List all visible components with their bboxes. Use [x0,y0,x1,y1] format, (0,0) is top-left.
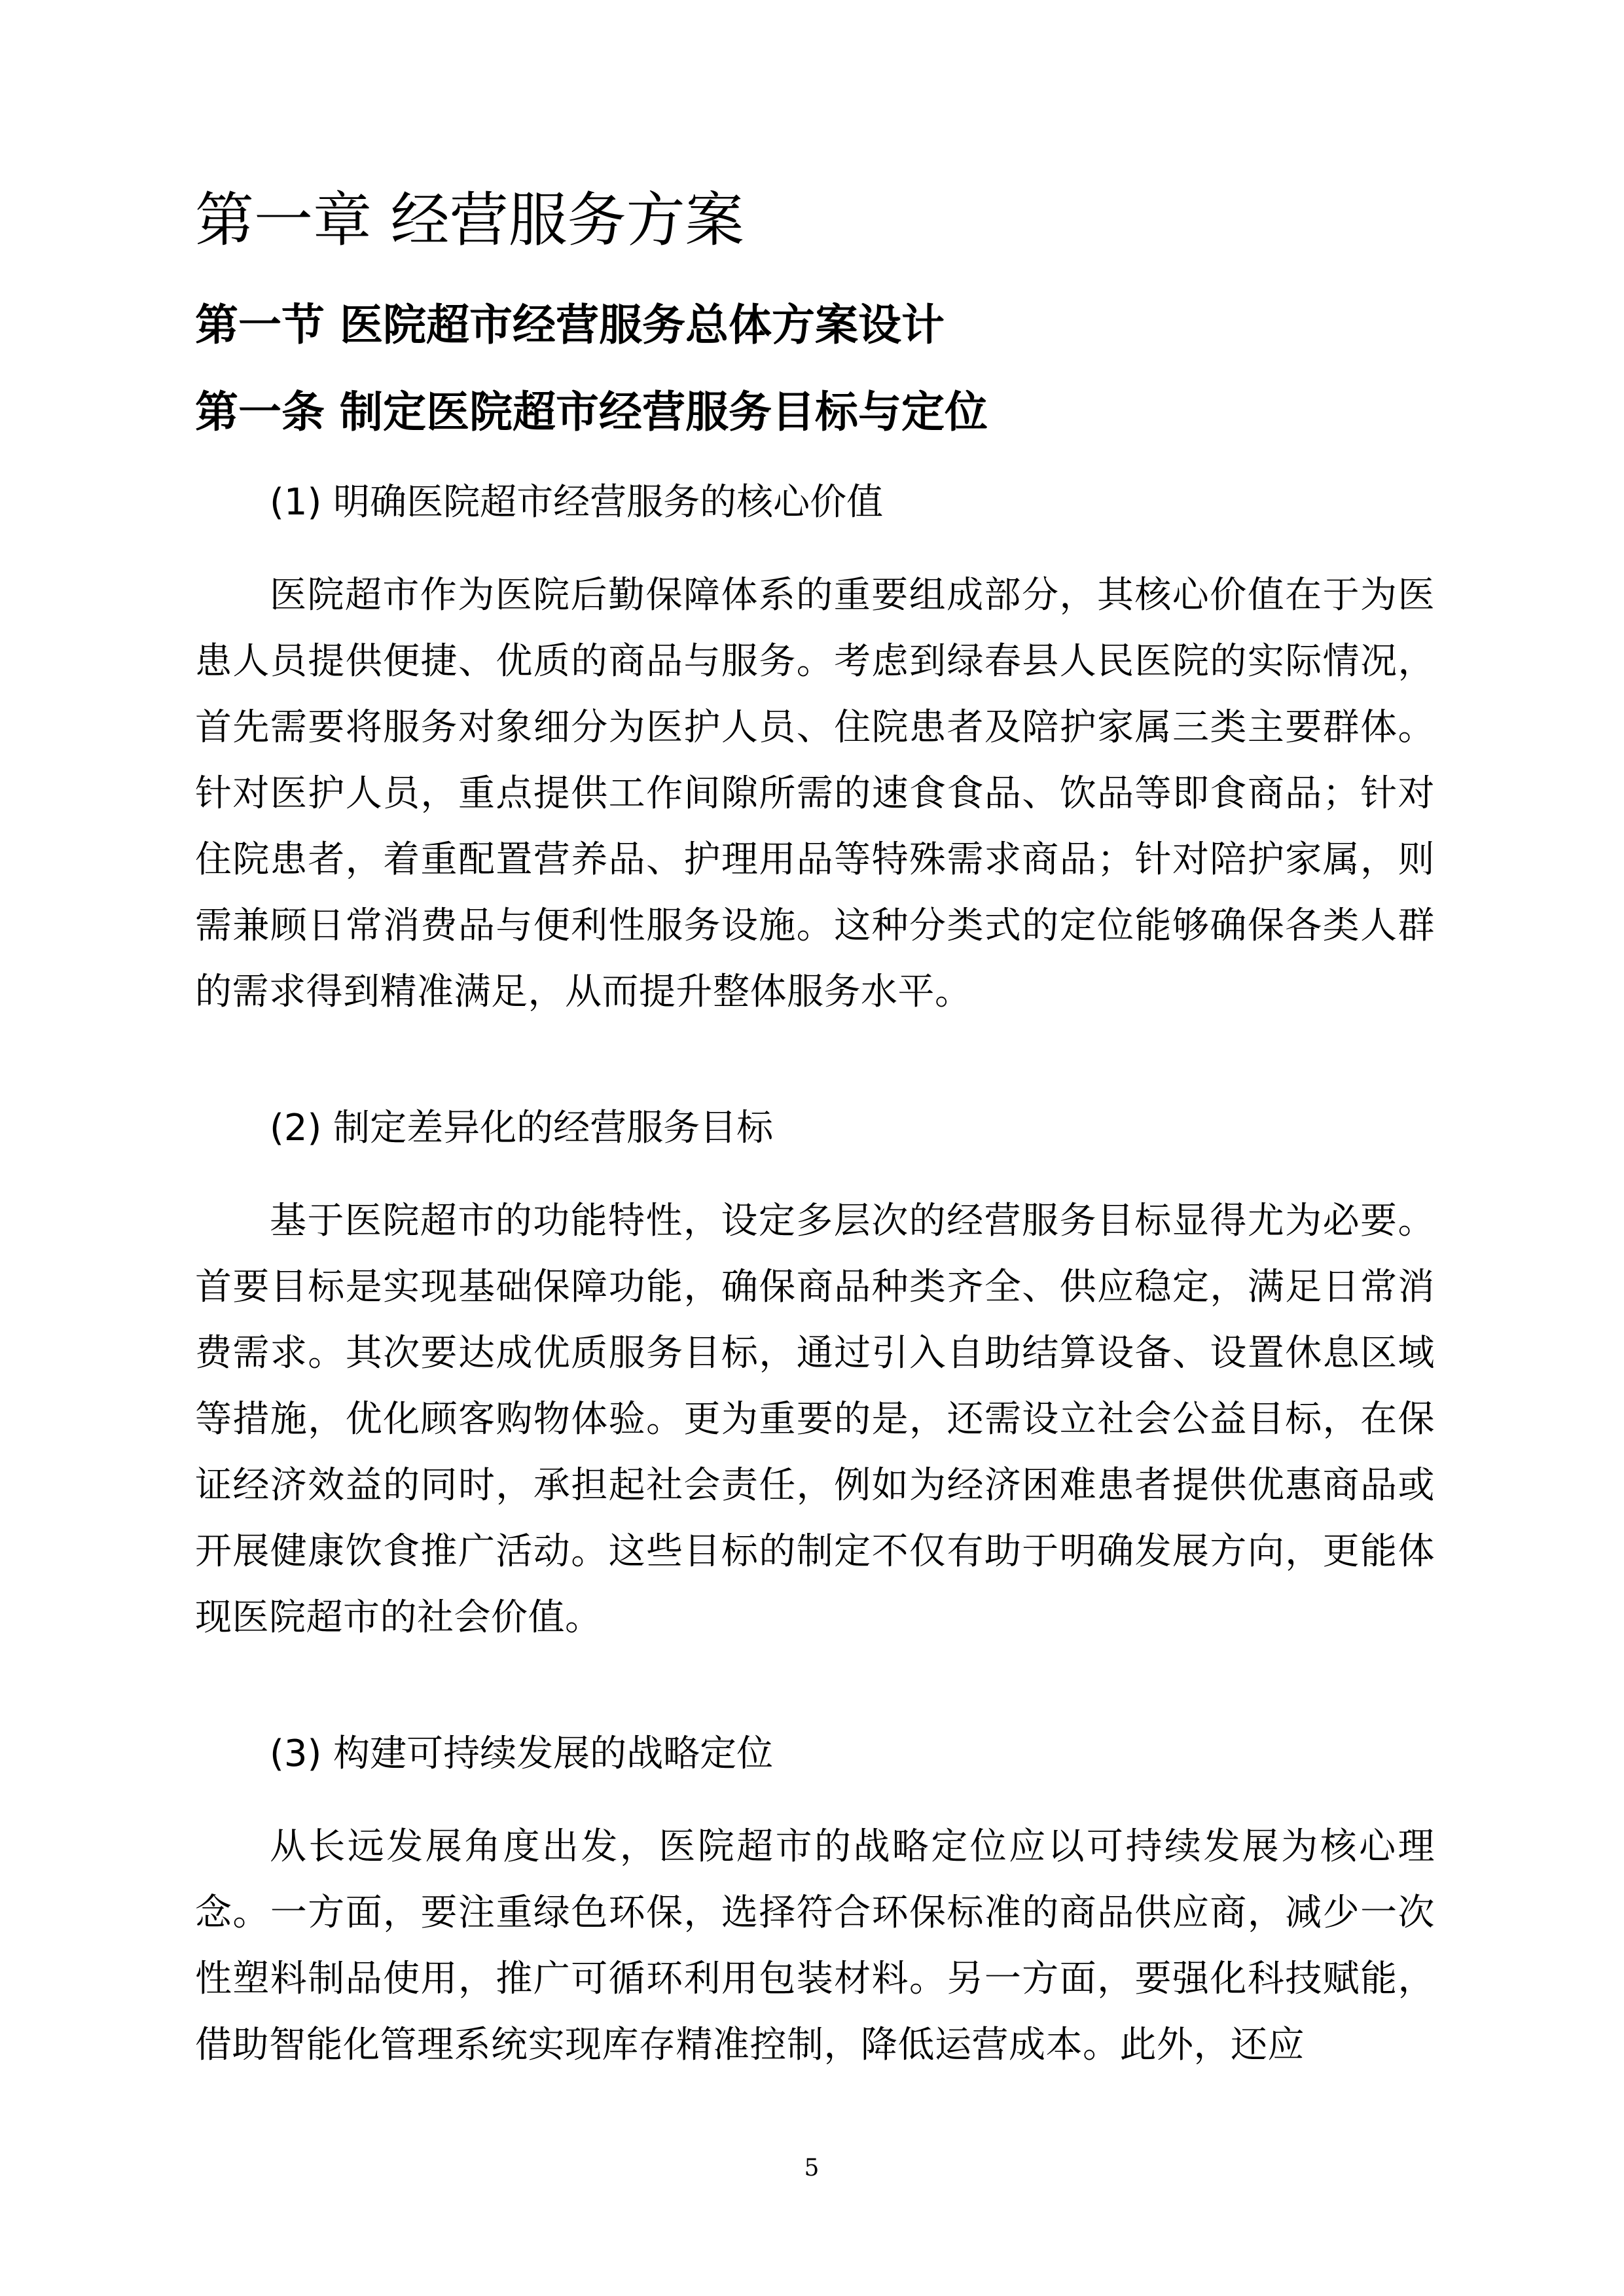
subsection-heading: (3) 构建可持续发展的战略定位 [270,1732,774,1775]
body-paragraph: 基于医院超市的功能特性，设定多层次的经营服务目标显得尤为必要。首要目标是实现基础保障功能，确保商品种类齐全、供应稳定，满足日常消费需求。其次要达成优质服务目标，通过引入自助结算设备、设置休息区域等措施，优化顾客购物体验。更为重要的是，还需设立社会公益目标，在保证经济效益的同时，承担起社会责任，例如为经济困难患者提供优惠商品或开展健康饮食推广活动。这些目标的制定不仅有助于明确发展方向，更能体现医院超市的社会价值。 [195,1200,1435,1639]
subsection-heading: (1) 明确医院超市经营服务的核心价值 [270,481,884,524]
chapter-title: 第一章 经营服务方案 [195,186,744,255]
subsection-heading: (2) 制定差异化的经营服务目标 [270,1107,774,1149]
body-paragraph: 从长远发展角度出发，医院超市的战略定位应以可持续发展为核心理念。一方面，要注重绿色环保，选择符合环保标准的商品供应商，减少一次性塑料制品使用，推广可循环利用包装材料。另一方面，要强化科技赋能，借助智能化管理系统实现库存精准控制，降低运营成本。此外，还应 [195,1825,1435,2066]
page-number: 5 [804,2155,820,2181]
section-title: 第一节 医院超市经营服务总体方案设计 [195,300,945,350]
article-title: 第一条 制定医院超市经营服务目标与定位 [195,387,988,437]
body-paragraph: 医院超市作为医院后勤保障体系的重要组成部分，其核心价值在于为医患人员提供便捷、优质的商品与服务。考虑到绿春县人民医院的实际情况，首先需要将服务对象细分为医护人员、住院患者及陪护家属三类主要群体。针对医护人员，重点提供工作间隙所需的速食食品、饮品等即食商品；针对住院患者，着重配置营养品、护理用品等特殊需求商品；针对陪护家属，则需兼顾日常消费品与便利性服务设施。这种分类式的定位能够确保各类人群的需求得到精准满足，从而提升整体服务水平。 [195,574,1435,1013]
